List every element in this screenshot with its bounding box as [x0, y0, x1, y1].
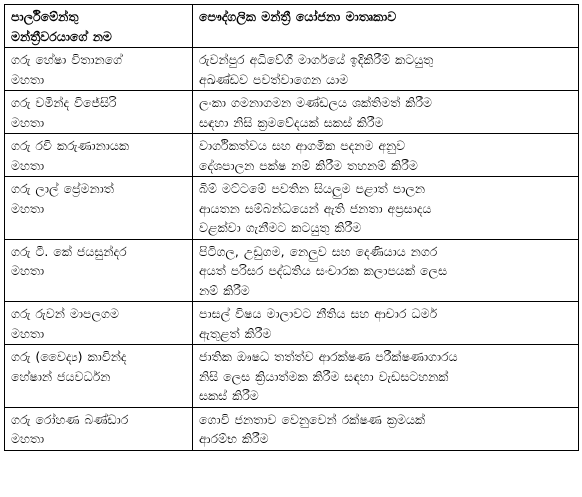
member-name: ගරු ටී. කේ ජයසුන්දර මහතා — [11, 243, 127, 278]
motion-title: පාසල් විෂය මාලාවට නීතිය සහ ආචාර ධර්ම ඇතුළත් කිරීම — [199, 306, 438, 341]
table-row — [5, 177, 579, 240]
motion-cell — [193, 134, 579, 177]
motion-title: ලංකා ගමනාගමන මණ්ඩලය ශක්තිමත් කිරීම සඳහා නිසි ක්‍රමවේදයක් සකස් කිරීම — [199, 95, 433, 130]
member-cell — [5, 239, 193, 302]
table-row — [5, 239, 579, 302]
member-cell — [5, 134, 193, 177]
member-name: ගරු රවි කරුණානායක මහතා — [11, 138, 130, 173]
member-cell — [5, 91, 193, 134]
table-header — [5, 5, 579, 48]
motion-cell — [193, 407, 579, 450]
member-name: ගරු වමින්ද විජේසිරි මහතා — [11, 95, 117, 130]
motion-title: ගොවි ජනතාව වෙනුවෙන් රක්ෂණ ක්‍රමයක් ආරම්භ කිරීම — [199, 411, 426, 446]
member-name: ගරු හේෂා විතානගේ මහතා — [11, 52, 123, 87]
member-cell — [5, 177, 193, 240]
member-cell — [5, 302, 193, 345]
member-name: ගරු රුවන් මාපලගම මහතා — [11, 306, 119, 341]
header-motion-title — [193, 5, 579, 48]
member-cell — [5, 48, 193, 91]
motion-title: ජාතික ඖෂධ තත්ත්ව ආරක්ෂණ පරීක්ෂණාගාරය නිසි ලෙස ක්‍රියාත්මක කිරීම සඳහා වැඩසටහනක් සකස් කිරීම — [199, 349, 458, 403]
document-page — [4, 4, 578, 451]
table-body — [5, 48, 579, 451]
motion-cell — [193, 48, 579, 91]
motion-title: බිම් මට්ටමේ පවතින සියලුම පළාත් පාලන ආයතන සම්බන්ධයෙන් ඇති ජනතා අප්‍රසාදය වළක්වා ගැනීමට කටයුතු කිරීම — [199, 181, 432, 235]
motion-title: පිටිගල, උඩුගම, නෙලුව සහ දෙණියාය නගර අයත් පරිසර පද්ධතිය සංචාරක කලාපයක් ලෙස නම් කිරීම — [199, 243, 448, 298]
motion-cell — [193, 177, 579, 240]
header-row — [5, 5, 579, 48]
member-name: ගරු ලාල් ප්‍රේමනාත් මහතා — [11, 181, 114, 216]
motion-title: රුවන්පුර අධිවේගී මාර්ගයේ ඉදිකිරීම් කටයුතු අඛණ්ඩව පවත්වාගෙන යාම — [199, 52, 434, 87]
member-name: ගරු රෝහණ බණ්ඩාර මහතා — [11, 411, 129, 446]
member-cell — [5, 407, 193, 450]
table-row — [5, 407, 579, 450]
header-motion-title-text: පෞද්ගලික මන්ත්‍රී යෝජනා මාතෘකාව — [199, 9, 397, 24]
table-row — [5, 48, 579, 91]
table-row — [5, 302, 579, 345]
header-member-name — [5, 5, 193, 48]
table-row — [5, 91, 579, 134]
motion-cell — [193, 91, 579, 134]
member-cell — [5, 345, 193, 408]
table-row — [5, 345, 579, 408]
motion-cell — [193, 239, 579, 302]
motion-title: වාර්ගිකත්වය සහ ආගමික පදනම අනුව දේශපාලන පක්ෂ නම් කිරීම තහනම් කිරීම — [199, 138, 418, 173]
table-row — [5, 134, 579, 177]
motion-cell — [193, 345, 579, 408]
header-member-name-text: පාර්ලිමේන්තු මන්ත්‍රීවරයාගේ නම — [11, 9, 112, 44]
private-member-motions-table — [4, 4, 579, 451]
member-name: ගරු (වෛද්‍ය) කාවින්ද හේෂාන් ජයවර්ධන — [11, 349, 127, 384]
motion-cell — [193, 302, 579, 345]
